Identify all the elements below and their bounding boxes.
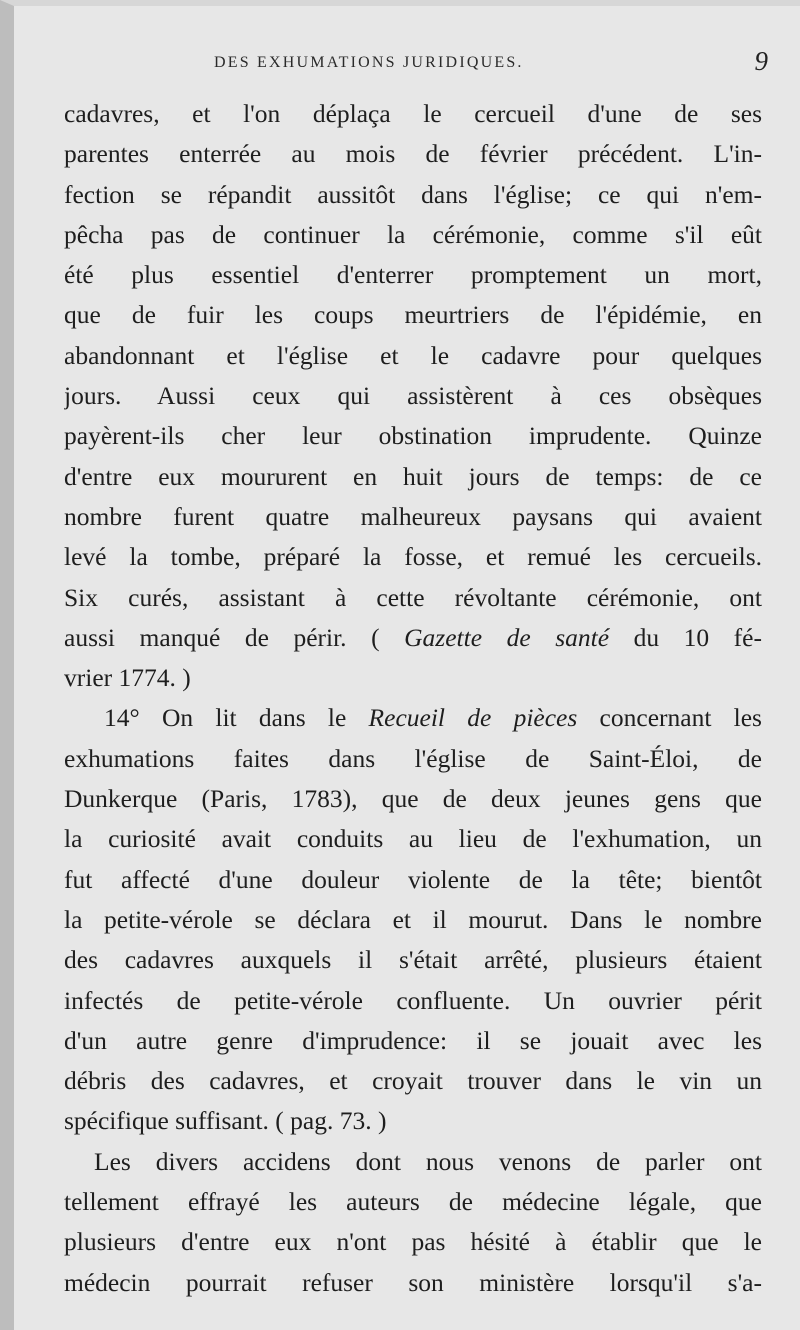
text-line: spécifique suffisant. ( pag. 73. ): [64, 1106, 387, 1136]
text-line: que de fuir les coups meurtriers de l'épidémie, en: [64, 300, 762, 330]
running-head: [54, 46, 774, 86]
text-line: vrier 1774. ): [64, 663, 191, 693]
paragraph-start-line: [64, 698, 762, 738]
text-line: médecin pourrait refuser son ministère lorsqu'il s'a-: [64, 1267, 762, 1297]
text-line: payèrent-ils cher leur obstination imprudente. Quinze: [64, 421, 762, 451]
text-line: jours. Aussi ceux qui assistèrent à ces obsèques: [64, 381, 762, 411]
text-line: exhumations faites dans l'église de Saint-Éloi, de: [64, 743, 762, 773]
text-line: la petite-vérole se déclara et il mourut. Dans le nombre: [64, 904, 762, 934]
text-segment: du 10 fé-: [609, 622, 762, 652]
text-line: fection se répandit aussitôt dans l'église; ce qui n'em-: [64, 179, 762, 209]
text-line: Six curés, assistant à cette révoltante cérémonie, ont: [64, 582, 762, 612]
text-segment: aussi manqué de périr. (: [64, 622, 405, 652]
text-line: cadavres, et l'on déplaça le cercueil d'une de ses: [64, 99, 762, 128]
text-segment: concernant les: [577, 703, 762, 733]
text-line: été plus essentiel d'enterrer promptement un mort,: [64, 260, 762, 290]
text-line: parentes enterrée au mois de février précédent. L'in-: [64, 139, 762, 169]
running-title: DES EXHUMATIONS JURIDIQUES.: [214, 54, 524, 71]
text-line: débris des cadavres, et croyait trouver dans le vin un: [64, 1066, 762, 1096]
text-line: Dunkerque (Paris, 1783), que de deux jeunes gens que: [64, 784, 762, 814]
text-line: d'entre eux moururent en huit jours de temps: de ce: [64, 461, 762, 491]
page-number: 9: [754, 46, 768, 76]
italic-title: Gazette de santé: [404, 622, 610, 652]
text-line: tellement effrayé les auteurs de médecine légale, que: [64, 1187, 762, 1217]
text-line: des cadavres auxquels il s'était arrêté, plusieurs étaient: [64, 945, 762, 975]
italic-title: Recueil de pièces: [368, 703, 578, 733]
text-line: plusieurs d'entre eux n'ont pas hésité à établir que le: [64, 1227, 762, 1257]
text-line: la curiosité avait conduits au lieu de l'exhumation, un: [64, 824, 762, 854]
text-line: abandonnant et l'église et le cadavre pour quelques: [64, 340, 762, 370]
text-line: levé la tombe, préparé la fosse, et remué les cercueils.: [64, 542, 762, 572]
paragraph-start-line: Les divers accidens dont nous venons de parler ont: [94, 1146, 762, 1176]
text-line-citation: [64, 618, 762, 658]
text-line: d'un autre genre d'imprudence: il se jouait avec les: [64, 1025, 762, 1055]
text-line: nombre furent quatre malheureux paysans qui avaient: [64, 501, 762, 531]
text-segment: 14° On lit dans le: [104, 703, 369, 733]
body-text: [64, 94, 762, 1303]
text-line: infectés de petite-vérole confluente. Un ouvrier périt: [64, 985, 762, 1015]
text-line: fut affecté d'une douleur violente de la tête; bientôt: [64, 864, 762, 894]
text-line: pêcha pas de continuer la cérémonie, comme s'il eût: [64, 219, 762, 249]
